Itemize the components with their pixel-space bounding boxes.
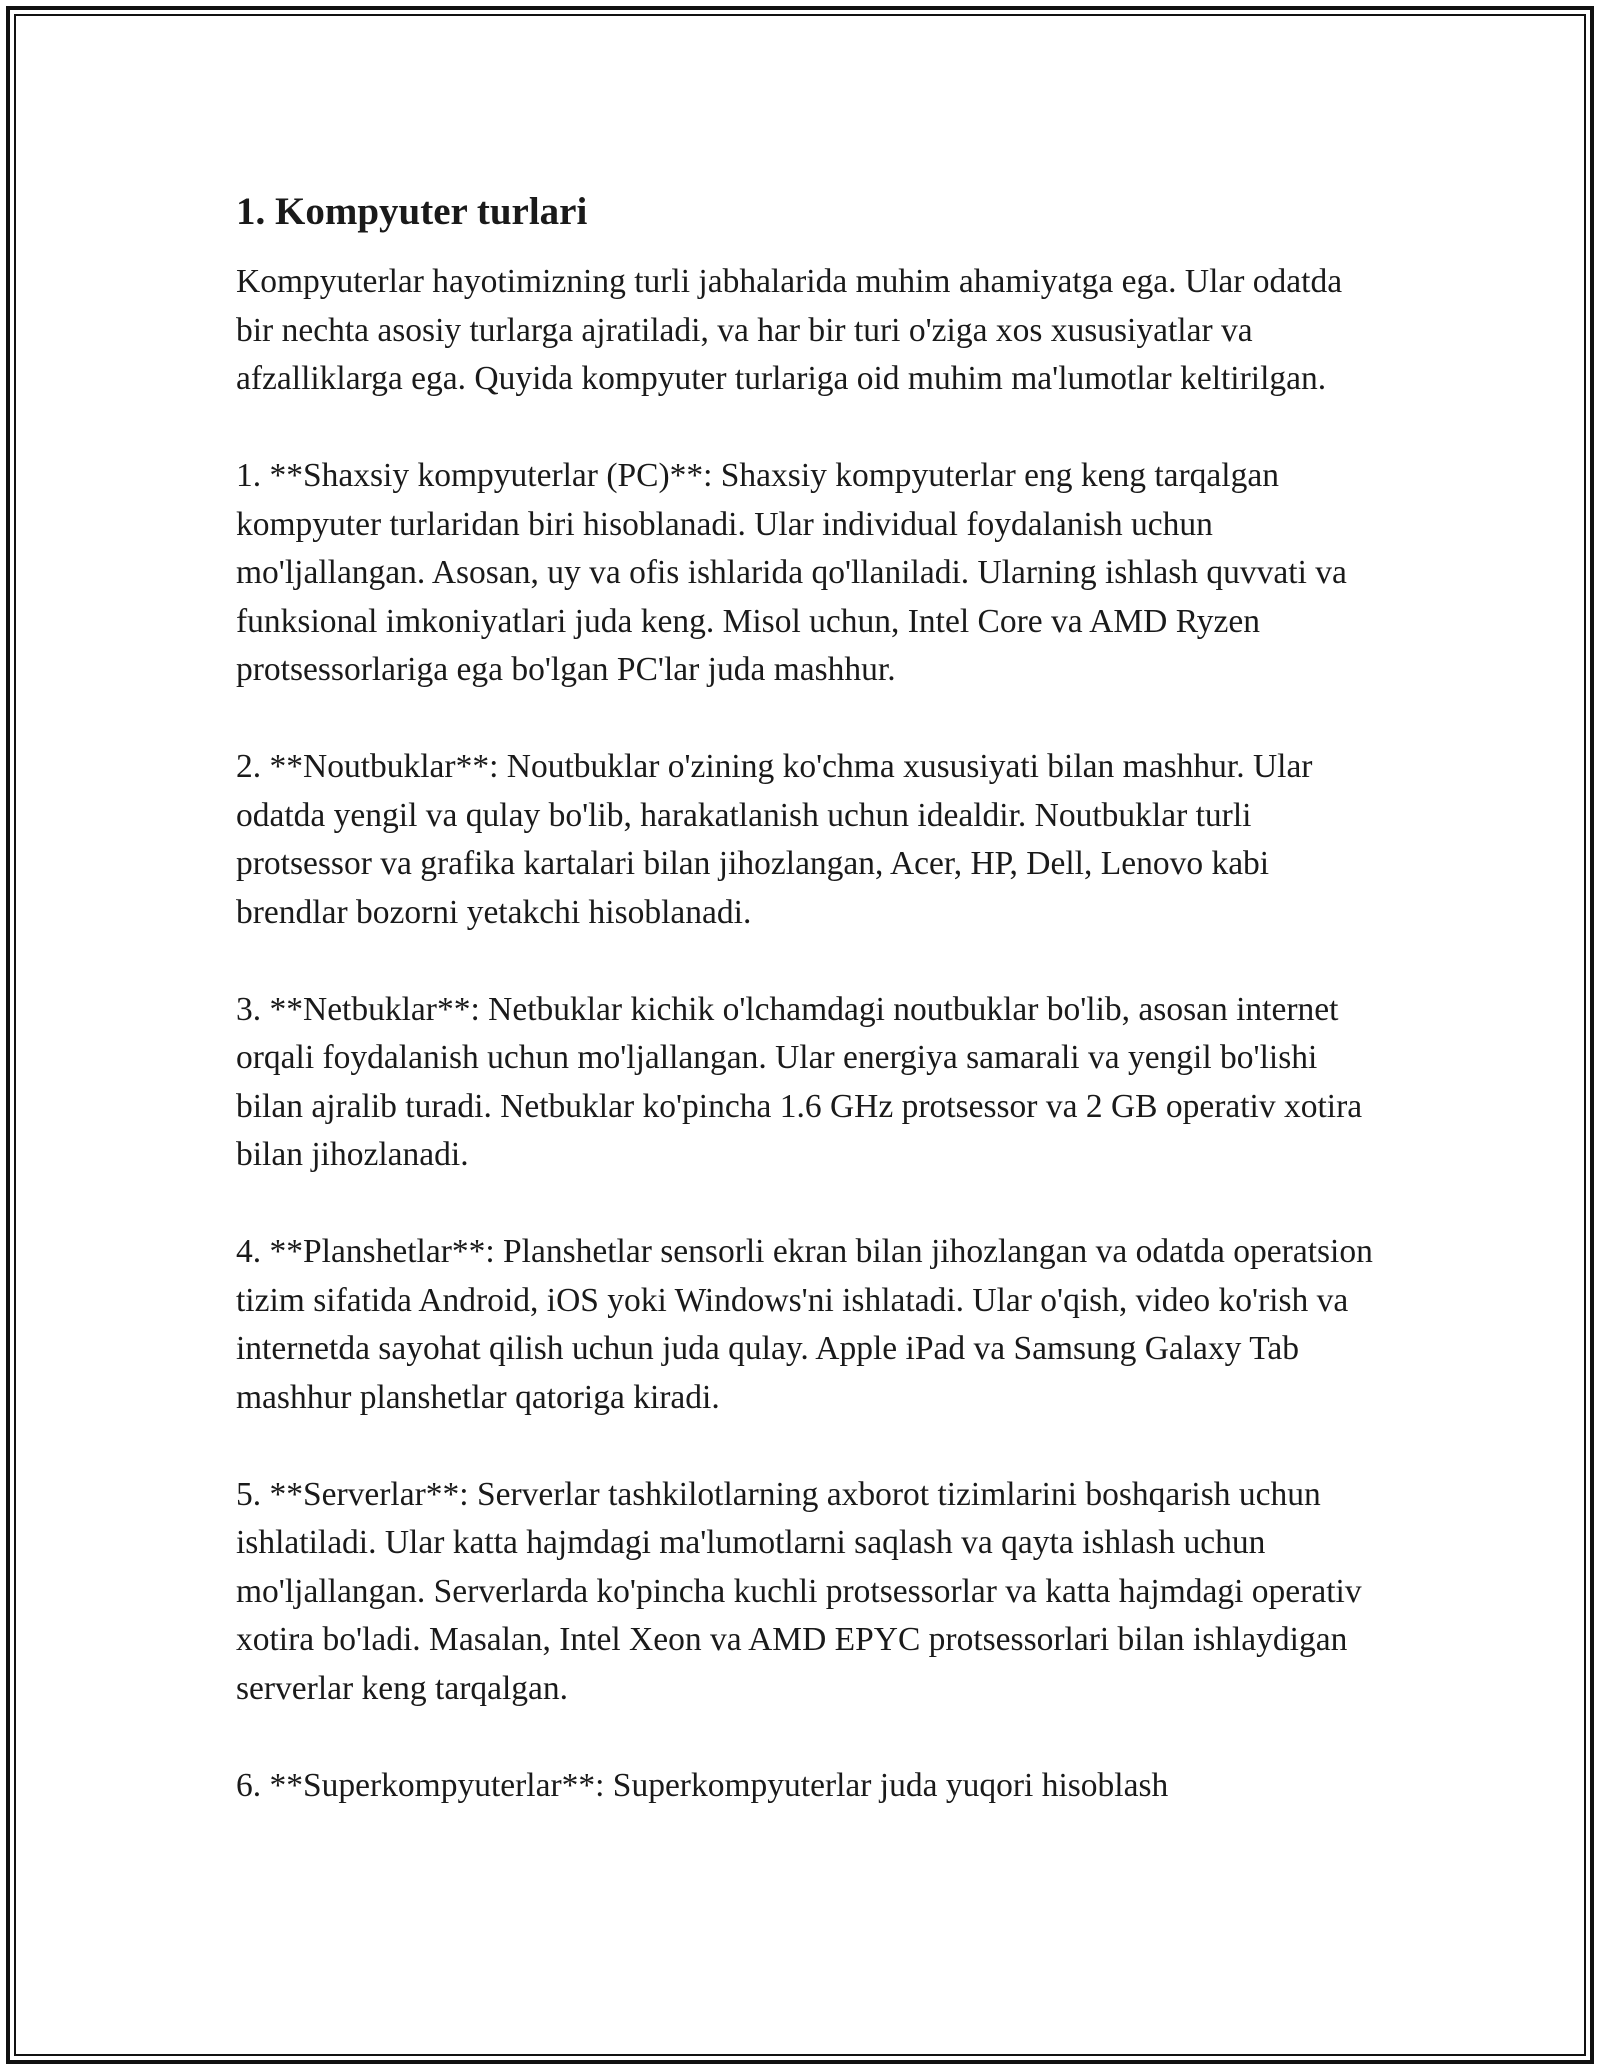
paragraph-intro: Kompyuterlar hayotimizning turli jabhalarida muhim ahamiyatga ega. Ular odatda bir nechta asosiy turlarga ajratiladi, va har bir turi o'ziga xos xususiyatlar va afzalliklarga ega. Quyida kompyuter turlariga oid muhim ma'lumotlar keltirilgan. bbox=[236, 263, 1343, 397]
paragraph-netbooks: 3. **Netbuklar**: Netbuklar kichik o'lchamdagi noutbuklar bo'lib, asosan internet orqali foydalanish uchun mo'ljallangan. Ular energiya samarali va yengil bo'lishi bilan ajralib turadi. Netbuklar ko'pincha 1.6 GHz protsessor va 2 GB operativ xotira bilan jihozlanadi. bbox=[236, 990, 1363, 1173]
paragraph-servers: 5. **Serverlar**: Serverlar tashkilotlarning axborot tizimlarini boshqarish uchun ishlatiladi. Ular katta hajmdagi ma'lumotlarni saqlash va qayta ishlash uchun mo'ljallangan. Serverlarda ko'pincha kuchli protsessorlar va katta hajmdagi operativ xotira bo'ladi. Masalan, Intel Xeon va AMD EPYC protsessorlari bilan ishlaydigan serverlar keng tarqalgan. bbox=[236, 1475, 1362, 1707]
paragraph-laptops: 2. **Noutbuklar**: Noutbuklar o'zining ko'chma xususiyati bilan mashhur. Ular odatda yengil va qulay bo'lib, harakatlanish uchun idealdir. Noutbuklar turli protsessor va grafika kartalari bilan jihozlangan, Acer, HP, Dell, Lenovo kabi brendlar bozorni yetakchi hisoblanadi. bbox=[236, 748, 1313, 931]
document-body bbox=[236, 186, 1376, 1859]
paragraph-tablets: 4. **Planshetlar**: Planshetlar sensorli ekran bilan jihozlangan va odatda operatsion tizim sifatida Android, iOS yoki Windows'ni ishlatadi. Ular o'qish, video ko'rish va internetda sayohat qilish uchun juda qulay. Apple iPad va Samsung Galaxy Tab mashhur planshetlar qatoriga kiradi. bbox=[236, 1233, 1373, 1416]
paragraph-supercomputers: 6. **Superkompyuterlar**: Superkompyuterlar juda yuqori hisoblash bbox=[236, 1766, 1169, 1804]
document-title: 1. Kompyuter turlari bbox=[236, 190, 588, 233]
paragraph-personal-computers: 1. **Shaxsiy kompyuterlar (PC)**: Shaxsiy kompyuterlar eng keng tarqalgan kompyuter turlaridan biri hisoblanadi. Ular individual foydalanish uchun mo'ljallangan. Asosan, uy va ofis ishlarida qo'llaniladi. Ularning ishlash quvvati va funksional imkoniyatlari juda keng. Misol uchun, Intel Core va AMD Ryzen protsessorlariga ega bo'lgan PC'lar juda mashhur. bbox=[236, 457, 1347, 688]
